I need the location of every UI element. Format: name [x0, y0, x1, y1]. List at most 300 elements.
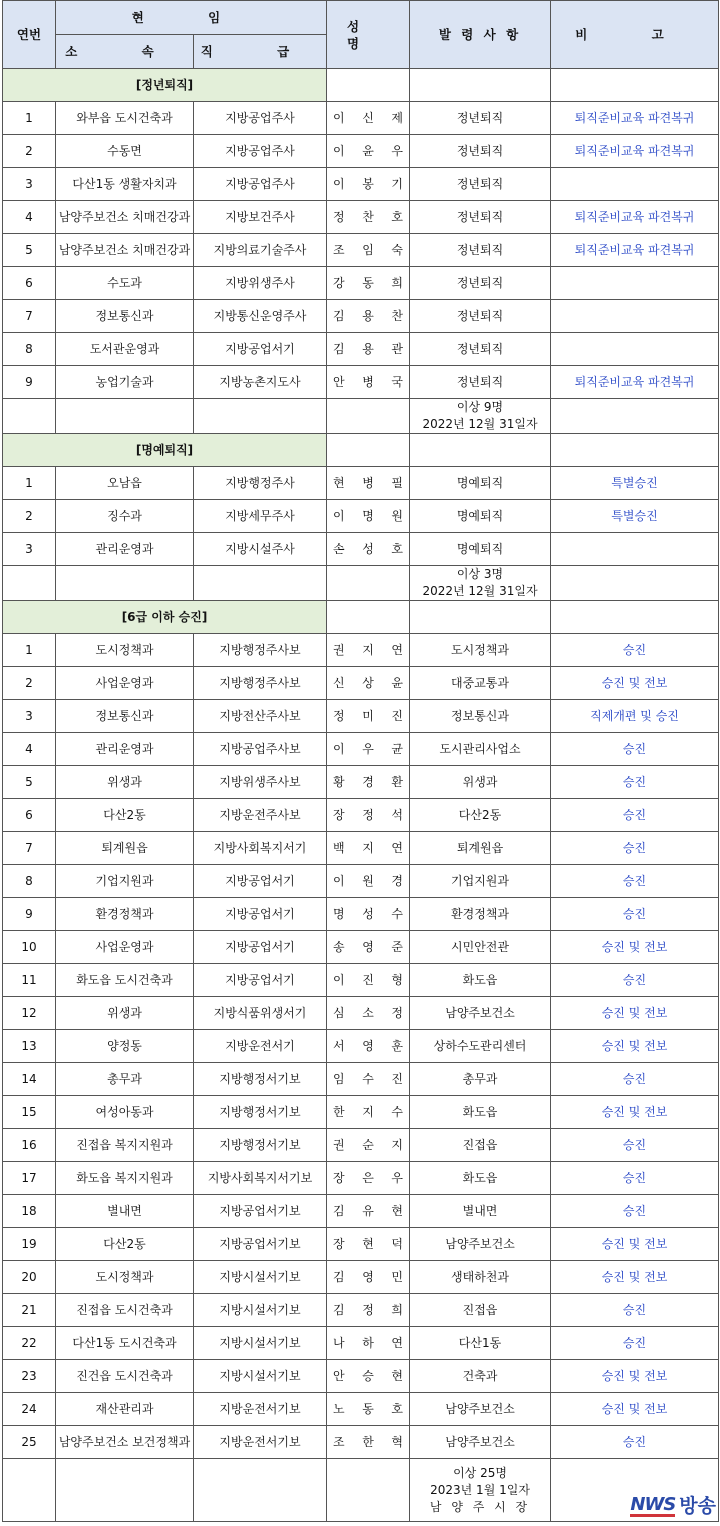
summary-date: 2022년 12월 31일자 [422, 584, 538, 598]
row-name [327, 201, 410, 234]
summary-cell [410, 1459, 551, 1522]
row-order: 정보통신과 [410, 700, 551, 733]
row-dept: 다산2동 [56, 1228, 194, 1261]
name-char: 덕 [391, 1236, 404, 1251]
name-char: 권 [333, 642, 345, 657]
name-chars [333, 508, 403, 525]
row-number: 25 [3, 1426, 56, 1459]
name-chars [333, 1335, 403, 1352]
name-char: 우 [391, 1170, 404, 1185]
empty-cell [410, 69, 551, 102]
table-row [3, 700, 719, 733]
row-name [327, 234, 410, 267]
name-chars [333, 774, 403, 791]
name-char: 현 [391, 1203, 404, 1218]
section-label: [명예퇴직] [3, 434, 327, 467]
row-rank: 지방행정서기보 [194, 1096, 327, 1129]
row-remark: 승진 및 전보 [551, 1261, 719, 1294]
row-name [327, 997, 410, 1030]
name-chars [333, 176, 403, 193]
row-remark: 승진 [551, 1327, 719, 1360]
row-order: 정년퇴직 [410, 333, 551, 366]
row-number: 16 [3, 1129, 56, 1162]
row-order: 대중교통과 [410, 667, 551, 700]
name-char: 용 [362, 308, 374, 323]
name-chars [333, 242, 403, 259]
name-char: 환 [391, 774, 404, 789]
name-char: 이 [333, 143, 345, 158]
name-char: 나 [333, 1335, 345, 1350]
row-remark: 퇴직준비교육 파견복귀 [551, 135, 719, 168]
name-char: 장 [333, 1170, 345, 1185]
empty-cell [56, 399, 194, 434]
row-name [327, 634, 410, 667]
name-char: 찬 [362, 209, 374, 224]
name-char: 황 [333, 774, 345, 789]
name-char: 안 [333, 1368, 345, 1383]
name-char: 한 [333, 1104, 345, 1119]
row-rank: 지방시설서기보 [194, 1294, 327, 1327]
empty-cell [194, 1459, 327, 1522]
summary-date: 2023년 1월 1일자 [430, 1482, 530, 1497]
col-header-current: 현 임 [56, 1, 327, 35]
empty-cell [551, 399, 719, 434]
name-chars [333, 541, 403, 558]
empty-cell [410, 601, 551, 634]
row-dept: 남양주보건소 치매건강과 [56, 234, 194, 267]
row-dept: 총무과 [56, 1063, 194, 1096]
name-char: 정 [391, 1005, 404, 1020]
row-dept: 양정동 [56, 1030, 194, 1063]
name-char: 호 [391, 541, 404, 556]
name-char: 손 [333, 541, 345, 556]
row-name [327, 300, 410, 333]
name-char: 병 [362, 475, 374, 490]
row-rank: 지방공업주사보 [194, 733, 327, 766]
table-row [3, 1393, 719, 1426]
name-chars [333, 675, 403, 692]
row-rank: 지방공업서기 [194, 333, 327, 366]
table-row [3, 234, 719, 267]
row-name [327, 1393, 410, 1426]
table-row [3, 102, 719, 135]
row-order: 화도읍 [410, 1096, 551, 1129]
row-dept: 다산1동 도시건축과 [56, 1327, 194, 1360]
table-row [3, 300, 719, 333]
row-dept: 퇴계원읍 [56, 832, 194, 865]
name-char: 지 [362, 1104, 374, 1119]
name-chars [333, 308, 403, 325]
row-name [327, 168, 410, 201]
row-number: 4 [3, 733, 56, 766]
name-char: 윤 [362, 143, 374, 158]
row-number: 11 [3, 964, 56, 997]
row-number: 9 [3, 898, 56, 931]
name-char: 한 [362, 1434, 374, 1449]
row-remark: 승진 [551, 964, 719, 997]
row-number: 3 [3, 533, 56, 566]
name-char: 성 [362, 541, 374, 556]
name-char: 김 [333, 1302, 345, 1317]
name-char: 서 [333, 1038, 345, 1053]
name-chars [333, 341, 403, 358]
row-rank: 지방공업서기 [194, 931, 327, 964]
summary-date: 2022년 12월 31일자 [422, 417, 538, 431]
row-rank: 지방시설서기보 [194, 1327, 327, 1360]
name-char: 임 [362, 242, 374, 257]
row-rank: 지방공업주사 [194, 102, 327, 135]
row-number: 19 [3, 1228, 56, 1261]
col-header-rank: 직 급 [194, 35, 327, 69]
name-chars [333, 972, 403, 989]
row-rank: 지방위생주사보 [194, 766, 327, 799]
row-rank: 지방공업주사 [194, 168, 327, 201]
row-order: 상하수도관리센터 [410, 1030, 551, 1063]
row-remark: 승진 [551, 799, 719, 832]
row-dept: 화도읍 복지지원과 [56, 1162, 194, 1195]
row-name [327, 1228, 410, 1261]
row-name [327, 533, 410, 566]
row-remark: 승진 [551, 634, 719, 667]
row-order: 정년퇴직 [410, 201, 551, 234]
name-chars [333, 275, 403, 292]
name-char: 정 [333, 708, 345, 723]
name-char: 강 [333, 275, 345, 290]
row-remark: 퇴직준비교육 파견복귀 [551, 234, 719, 267]
row-rank: 지방시설주사 [194, 533, 327, 566]
name-char: 성 [362, 906, 374, 921]
name-char: 유 [362, 1203, 374, 1218]
name-char: 병 [362, 374, 374, 389]
name-char: 김 [333, 1203, 345, 1218]
row-order: 생태하천과 [410, 1261, 551, 1294]
name-char: 송 [333, 939, 345, 954]
name-char: 지 [362, 642, 374, 657]
row-remark: 승진 [551, 1129, 719, 1162]
summary-row [3, 566, 719, 601]
row-remark [551, 168, 719, 201]
row-remark: 퇴직준비교육 파견복귀 [551, 102, 719, 135]
row-remark: 승진 [551, 1195, 719, 1228]
name-char: 신 [333, 675, 345, 690]
row-dept: 수도과 [56, 267, 194, 300]
row-dept: 화도읍 도시건축과 [56, 964, 194, 997]
row-order: 남양주보건소 [410, 1393, 551, 1426]
row-name [327, 1327, 410, 1360]
table-row [3, 267, 719, 300]
name-char: 조 [333, 1434, 345, 1449]
name-chars [333, 1203, 403, 1220]
row-remark: 승진 [551, 898, 719, 931]
name-char: 현 [362, 1236, 374, 1251]
row-remark: 승진 [551, 1426, 719, 1459]
empty-cell [551, 601, 719, 634]
row-remark: 승진 및 전보 [551, 1228, 719, 1261]
name-char: 현 [391, 1368, 404, 1383]
row-order: 정년퇴직 [410, 102, 551, 135]
row-remark [551, 300, 719, 333]
row-number: 23 [3, 1360, 56, 1393]
row-number: 1 [3, 467, 56, 500]
row-rank: 지방운전서기보 [194, 1426, 327, 1459]
row-number: 15 [3, 1096, 56, 1129]
name-chars [333, 1170, 403, 1187]
name-char: 이 [333, 176, 345, 191]
row-order: 다산1동 [410, 1327, 551, 1360]
row-rank: 지방행정주사 [194, 467, 327, 500]
table-row [3, 667, 719, 700]
row-remark: 승진 [551, 865, 719, 898]
row-rank: 지방운전주사보 [194, 799, 327, 832]
table-row [3, 1327, 719, 1360]
name-chars [333, 1269, 403, 1286]
name-chars [333, 1038, 403, 1055]
row-order: 환경정책과 [410, 898, 551, 931]
row-name [327, 1030, 410, 1063]
name-chars [333, 475, 403, 492]
name-char: 훈 [391, 1038, 404, 1053]
row-order: 위생과 [410, 766, 551, 799]
name-char: 김 [333, 1269, 345, 1284]
row-order: 남양주보건소 [410, 997, 551, 1030]
row-order: 진접읍 [410, 1294, 551, 1327]
row-name [327, 135, 410, 168]
row-name [327, 1195, 410, 1228]
name-char: 윤 [391, 675, 404, 690]
empty-cell [3, 399, 56, 434]
row-name [327, 667, 410, 700]
row-dept: 기업지원과 [56, 865, 194, 898]
empty-cell [56, 566, 194, 601]
row-order: 명예퇴직 [410, 467, 551, 500]
row-number: 12 [3, 997, 56, 1030]
name-char: 관 [391, 341, 404, 356]
row-dept: 정보통신과 [56, 700, 194, 733]
row-remark [551, 333, 719, 366]
row-name [327, 467, 410, 500]
row-dept: 관리운영과 [56, 533, 194, 566]
row-number: 5 [3, 766, 56, 799]
row-dept: 환경정책과 [56, 898, 194, 931]
table-row [3, 1294, 719, 1327]
table-row [3, 1129, 719, 1162]
table-row [3, 865, 719, 898]
name-char: 이 [333, 508, 345, 523]
row-rank: 지방통신운영주사 [194, 300, 327, 333]
row-number: 7 [3, 832, 56, 865]
name-char: 희 [391, 275, 404, 290]
name-char: 수 [391, 906, 404, 921]
name-char: 장 [333, 1236, 345, 1251]
row-number: 2 [3, 667, 56, 700]
row-remark: 승진 및 전보 [551, 931, 719, 964]
row-number: 13 [3, 1030, 56, 1063]
row-dept: 도시정책과 [56, 1261, 194, 1294]
summary-row [3, 1459, 719, 1522]
empty-cell [551, 566, 719, 601]
row-name [327, 832, 410, 865]
row-number: 21 [3, 1294, 56, 1327]
name-char: 우 [391, 143, 404, 158]
name-char: 희 [391, 1302, 404, 1317]
table-row [3, 533, 719, 566]
empty-cell [327, 399, 410, 434]
row-order: 정년퇴직 [410, 135, 551, 168]
table-row [3, 997, 719, 1030]
name-char: 연 [391, 840, 404, 855]
table-row [3, 333, 719, 366]
row-rank: 지방공업서기 [194, 898, 327, 931]
name-char: 상 [362, 675, 374, 690]
row-order: 도시관리사업소 [410, 733, 551, 766]
section-label: [6급 이하 승진] [3, 601, 327, 634]
name-char: 경 [362, 774, 374, 789]
row-number: 3 [3, 168, 56, 201]
row-rank: 지방공업주사 [194, 135, 327, 168]
name-char: 준 [391, 939, 404, 954]
row-number: 6 [3, 267, 56, 300]
name-char: 석 [391, 807, 404, 822]
row-name [327, 1360, 410, 1393]
name-chars [333, 1434, 403, 1451]
table-row [3, 1360, 719, 1393]
name-char: 숙 [391, 242, 404, 257]
row-name [327, 964, 410, 997]
name-chars [333, 741, 403, 758]
row-remark: 승진 및 전보 [551, 997, 719, 1030]
name-char: 민 [391, 1269, 404, 1284]
name-chars [333, 143, 403, 160]
name-char: 영 [362, 1038, 374, 1053]
row-remark: 승진 [551, 1162, 719, 1195]
row-order: 정년퇴직 [410, 366, 551, 399]
name-char: 명 [362, 508, 374, 523]
row-remark: 승진 [551, 1063, 719, 1096]
row-number: 20 [3, 1261, 56, 1294]
row-number: 9 [3, 366, 56, 399]
name-chars [333, 873, 403, 890]
row-dept: 별내면 [56, 1195, 194, 1228]
table-row [3, 1195, 719, 1228]
name-char: 연 [391, 642, 404, 657]
row-name [327, 267, 410, 300]
row-dept: 도서관운영과 [56, 333, 194, 366]
table-row [3, 964, 719, 997]
table-row [3, 766, 719, 799]
row-rank: 지방위생주사 [194, 267, 327, 300]
row-remark: 승진 [551, 733, 719, 766]
summary-signer: 남 양 주 시 장 [429, 1499, 531, 1514]
row-number: 24 [3, 1393, 56, 1426]
row-remark: 특별승진 [551, 500, 719, 533]
table-row [3, 733, 719, 766]
name-char: 우 [362, 741, 374, 756]
section-label-row [3, 601, 719, 634]
name-chars [333, 1104, 403, 1121]
row-dept: 다산2동 [56, 799, 194, 832]
table-row [3, 1228, 719, 1261]
row-rank: 지방행정주사보 [194, 634, 327, 667]
row-dept: 남양주보건소 보건정책과 [56, 1426, 194, 1459]
name-chars [333, 1302, 403, 1319]
row-order: 명예퇴직 [410, 533, 551, 566]
name-char: 수 [362, 1071, 374, 1086]
name-char: 국 [391, 374, 404, 389]
row-order: 정년퇴직 [410, 267, 551, 300]
name-chars [333, 374, 403, 391]
name-char: 찬 [391, 308, 404, 323]
row-number: 4 [3, 201, 56, 234]
table-row [3, 799, 719, 832]
row-rank: 지방시설서기보 [194, 1261, 327, 1294]
row-number: 8 [3, 333, 56, 366]
name-chars [333, 1137, 403, 1154]
row-rank: 지방공업서기보 [194, 1195, 327, 1228]
row-order: 총무과 [410, 1063, 551, 1096]
name-chars [333, 1005, 403, 1022]
name-char: 동 [362, 275, 374, 290]
row-dept: 진접읍 복지지원과 [56, 1129, 194, 1162]
empty-cell [551, 434, 719, 467]
name-char: 정 [362, 807, 374, 822]
row-dept: 남양주보건소 치매건강과 [56, 201, 194, 234]
row-order: 기업지원과 [410, 865, 551, 898]
row-dept: 사업운영과 [56, 931, 194, 964]
row-order: 정년퇴직 [410, 234, 551, 267]
row-number: 5 [3, 234, 56, 267]
watermark-logo [630, 1496, 716, 1517]
name-char: 용 [362, 341, 374, 356]
name-char: 호 [391, 1401, 404, 1416]
table-row [3, 135, 719, 168]
row-name [327, 1294, 410, 1327]
row-number: 8 [3, 865, 56, 898]
name-char: 소 [362, 1005, 374, 1020]
row-order: 화도읍 [410, 964, 551, 997]
col-header-name: 성 명 [327, 1, 410, 69]
row-dept: 진접읍 도시건축과 [56, 1294, 194, 1327]
name-char: 현 [333, 475, 345, 490]
row-rank: 지방의료기술주사 [194, 234, 327, 267]
col-header-no: 연번 [3, 1, 56, 69]
row-remark [551, 533, 719, 566]
name-char: 호 [391, 209, 404, 224]
name-chars [333, 840, 403, 857]
row-order: 정년퇴직 [410, 168, 551, 201]
col-header-order: 발 령 사 항 [410, 1, 551, 69]
row-number: 17 [3, 1162, 56, 1195]
name-char: 정 [362, 1302, 374, 1317]
col-header-remark: 비 고 [551, 1, 719, 69]
row-dept: 오남읍 [56, 467, 194, 500]
name-char: 지 [391, 1137, 404, 1152]
name-chars [333, 939, 403, 956]
summary-count: 이상 3명 [456, 567, 504, 581]
empty-cell [3, 1459, 56, 1522]
row-dept: 위생과 [56, 997, 194, 1030]
row-rank: 지방행정서기보 [194, 1063, 327, 1096]
name-char: 장 [333, 807, 345, 822]
table-row [3, 500, 719, 533]
table-row [3, 832, 719, 865]
row-rank: 지방공업서기 [194, 964, 327, 997]
name-char: 연 [391, 1335, 404, 1350]
row-remark: 퇴직준비교육 파견복귀 [551, 201, 719, 234]
empty-cell [194, 399, 327, 434]
name-char: 김 [333, 308, 345, 323]
name-char: 동 [362, 1401, 374, 1416]
row-rank: 지방사회복지서기 [194, 832, 327, 865]
